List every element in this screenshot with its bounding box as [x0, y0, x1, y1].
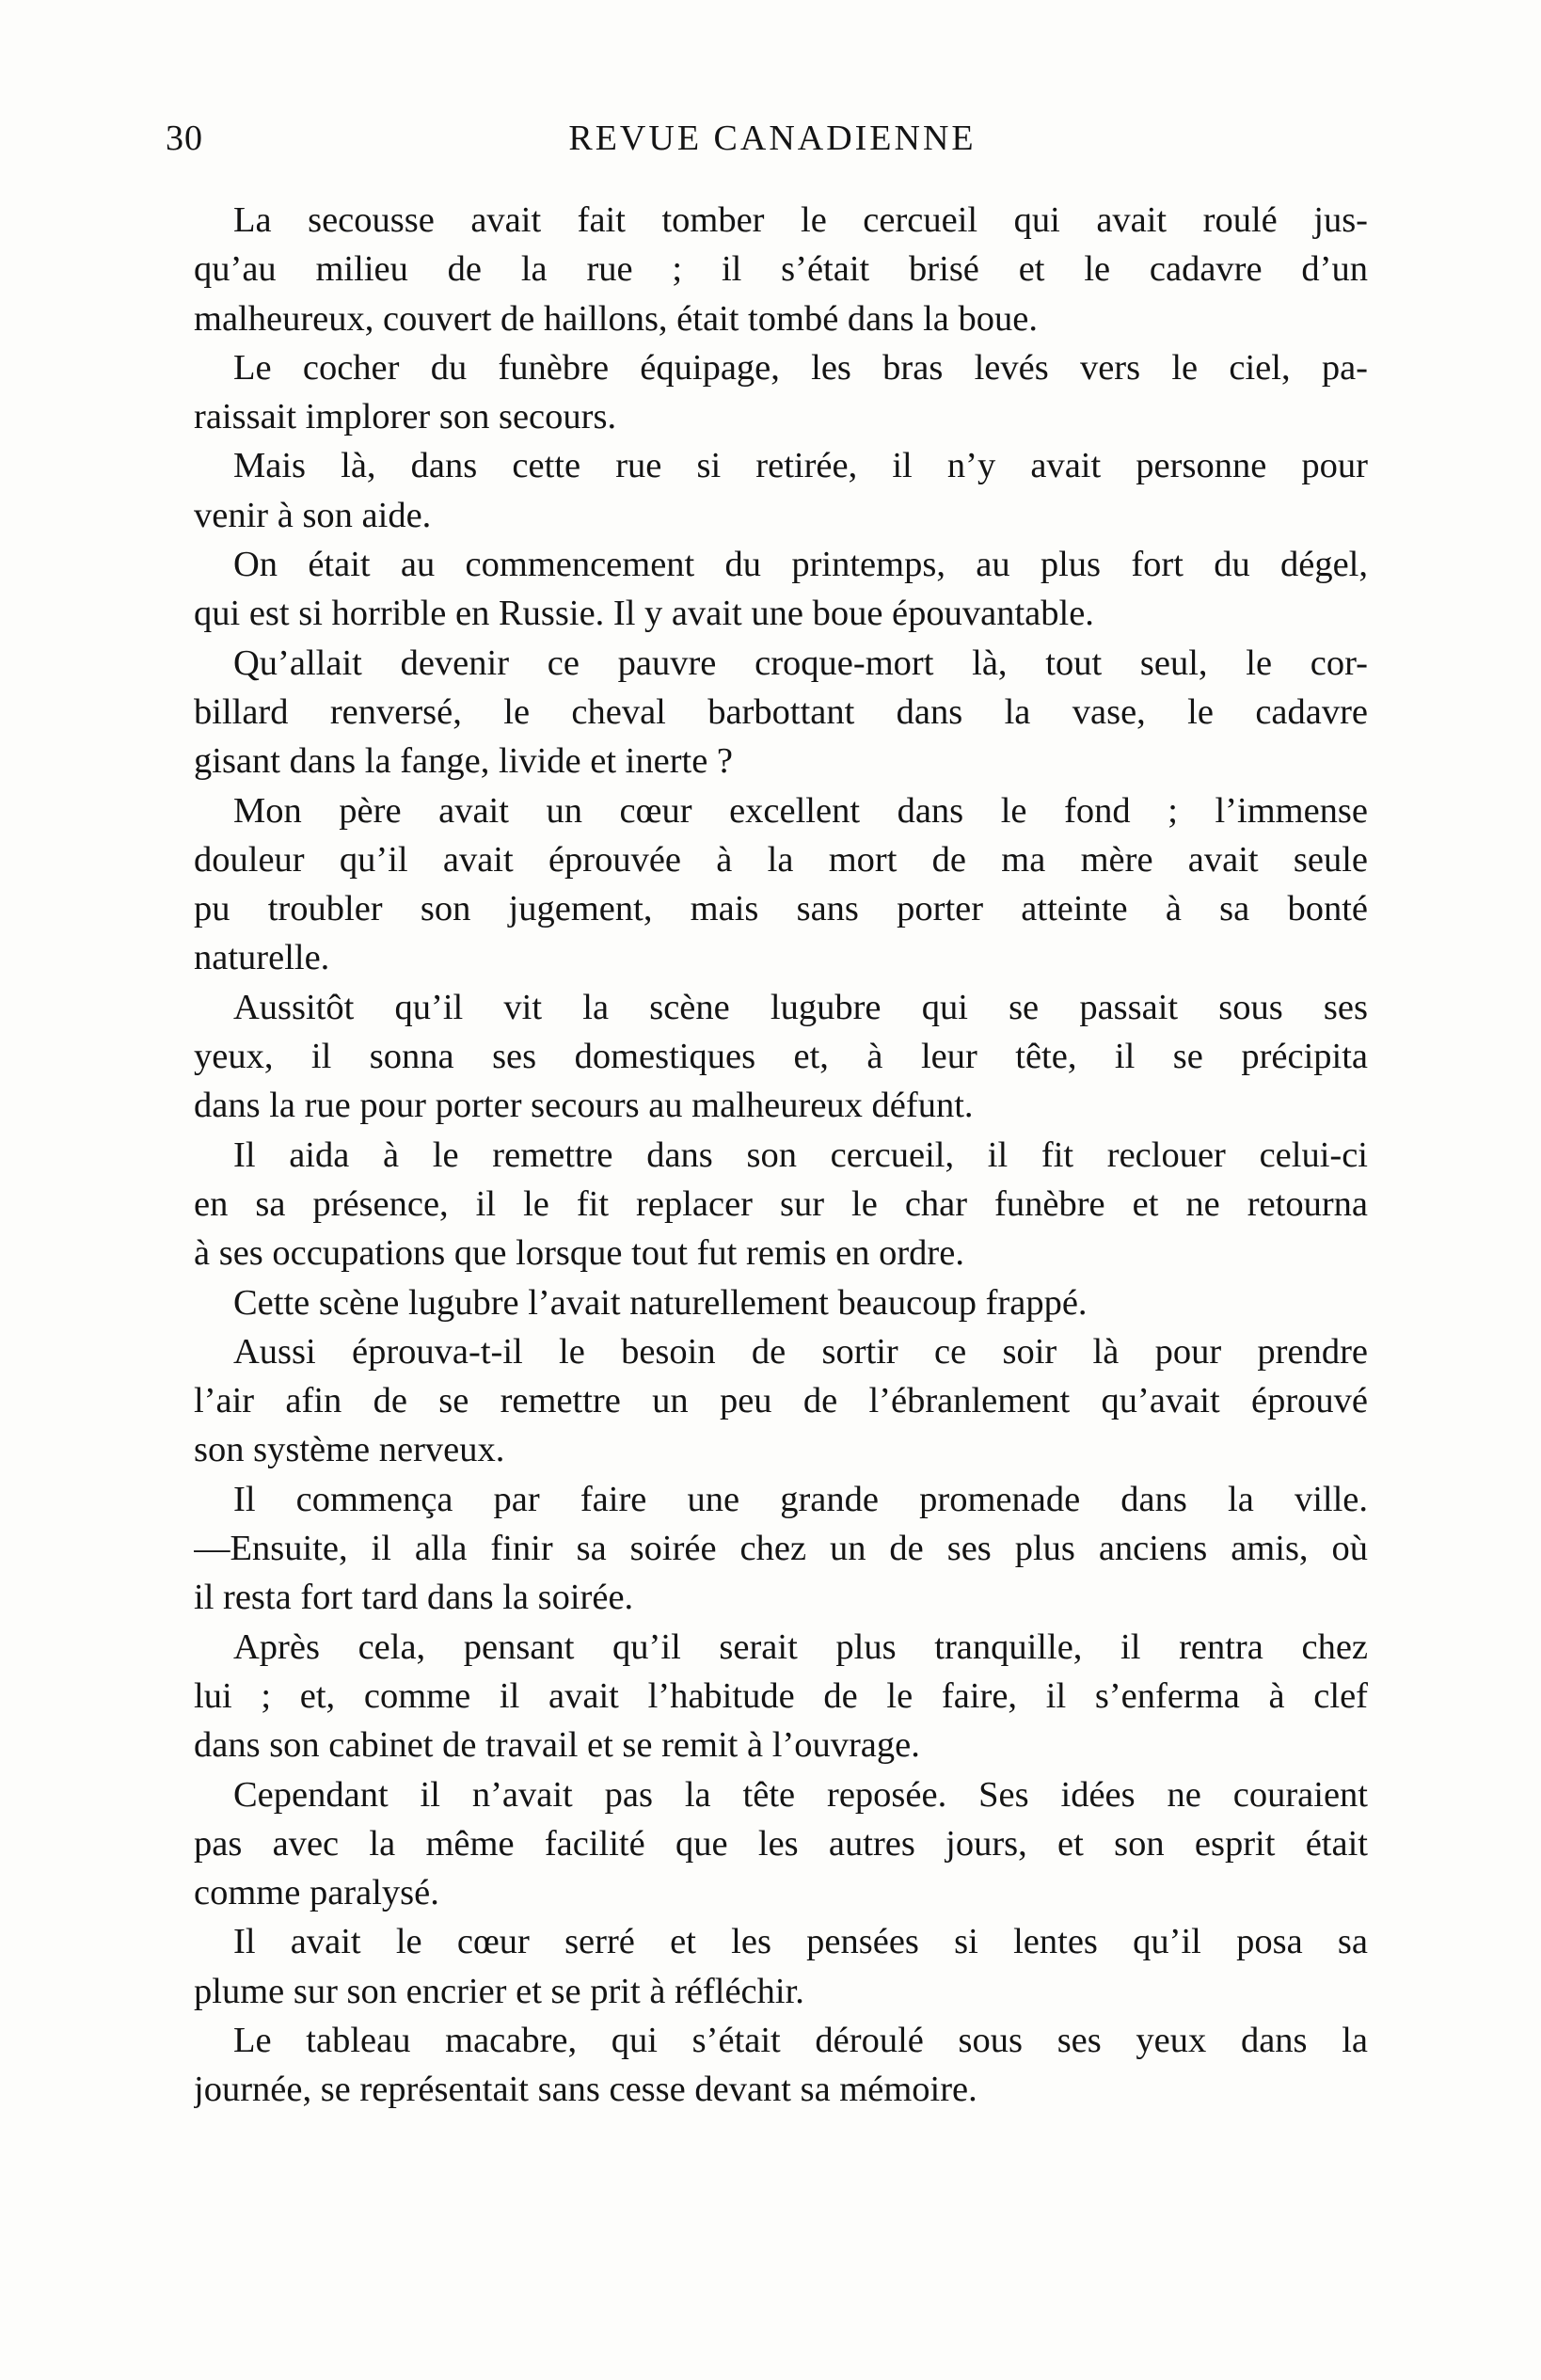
- text-line: Qu’allait devenir ce pauvre croque-mort là, tout seul, le cor-: [233, 643, 1368, 683]
- text-line: douleur qu’il avait éprouvée à la mort de ma mère avait seule: [194, 839, 1368, 880]
- text-line: l’air afin de se remettre un peu de l’ébranlement qu’avait éprouvé: [194, 1381, 1368, 1421]
- text-line: à ses occupations que lorsque tout fut remis en ordre.: [194, 1233, 964, 1274]
- text-line: dans la rue pour porter secours au malheureux défunt.: [194, 1086, 974, 1126]
- text-line: qui est si horrible en Russie. Il y avait une boue épouvantable.: [194, 594, 1094, 634]
- text-line: dans son cabinet de travail et se remit à l’ouvrage.: [194, 1725, 920, 1766]
- running-head: [166, 115, 1379, 162]
- text-line: Le cocher du funèbre équipage, les bras levés vers le ciel, pa-: [233, 347, 1368, 388]
- text-line: Il commença par faire une grande promenade dans la ville.: [233, 1479, 1368, 1519]
- text-line: Le tableau macabre, qui s’était déroulé sous ses yeux dans la: [233, 2020, 1368, 2060]
- text-line: On était au commencement du printemps, au plus fort du dégel,: [233, 545, 1368, 585]
- text-line: Après cela, pensant qu’il serait plus tranquille, il rentra chez: [233, 1626, 1368, 1667]
- text-line: son système nerveux.: [194, 1430, 505, 1470]
- text-line: Aussi éprouva-t-il le besoin de sortir ce soir là pour prendre: [233, 1331, 1368, 1372]
- text-line: Il aida à le remettre dans son cercueil, il fit reclouer celui-ci: [233, 1134, 1368, 1175]
- text-line: journée, se représentait sans cesse devant sa mémoire.: [194, 2070, 977, 2110]
- page-number: 30: [166, 119, 203, 158]
- text-line: Aussitôt qu’il vit la scène lugubre qui se passait sous ses: [233, 987, 1368, 1027]
- text-line: Mais là, dans cette rue si retirée, il n’y avait personne pour: [233, 446, 1368, 486]
- text-line: pu troubler son jugement, mais sans porter atteinte à sa bonté: [194, 889, 1368, 929]
- text-line: Il avait le cœur serré et les pensées si lentes qu’il posa sa: [233, 1922, 1368, 1962]
- text-line: comme paralysé.: [194, 1873, 439, 1913]
- text-line: Cette scène lugubre l’avait naturellement beaucoup frappé.: [233, 1282, 1088, 1323]
- text-line: billard renversé, le cheval barbottant dans la vase, le cadavre: [194, 691, 1368, 732]
- text-line: qu’au milieu de la rue ; il s’était brisé et le cadavre d’un: [194, 249, 1368, 290]
- text-line: Cependant il n’avait pas la tête reposée. Ses idées ne couraient: [233, 1774, 1368, 1815]
- text-line: malheureux, couvert de haillons, était tombé dans la boue.: [194, 298, 1038, 339]
- text-line: plume sur son encrier et se prit à réfléchir.: [194, 1971, 804, 2011]
- text-line: en sa présence, il le fit replacer sur le char funèbre et ne retourna: [194, 1183, 1368, 1224]
- body-text: [194, 196, 1368, 2115]
- journal-title: REVUE CANADIENNE: [568, 119, 977, 158]
- text-line: pas avec la même facilité que les autres jours, et son esprit était: [194, 1823, 1368, 1864]
- text-line: venir à son aide.: [194, 495, 432, 535]
- text-line: —Ensuite, il alla finir sa soirée chez un de ses plus anciens amis, où: [194, 1529, 1368, 1569]
- text-line: Mon père avait un cœur excellent dans le fond ; l’immense: [233, 790, 1368, 831]
- text-line: naturelle.: [194, 938, 330, 978]
- text-line: gisant dans la fange, livide et inerte ?: [194, 741, 734, 782]
- text-line: yeux, il sonna ses domestiques et, à leur tête, il se précipita: [194, 1037, 1368, 1077]
- text-line: lui ; et, comme il avait l’habitude de le faire, il s’enferma à clef: [194, 1675, 1368, 1716]
- text-line: il resta fort tard dans la soirée.: [194, 1578, 634, 1618]
- text-line: La secousse avait fait tomber le cercueil qui avait roulé jus-: [233, 200, 1368, 240]
- text-line: raissait implorer son secours.: [194, 397, 617, 437]
